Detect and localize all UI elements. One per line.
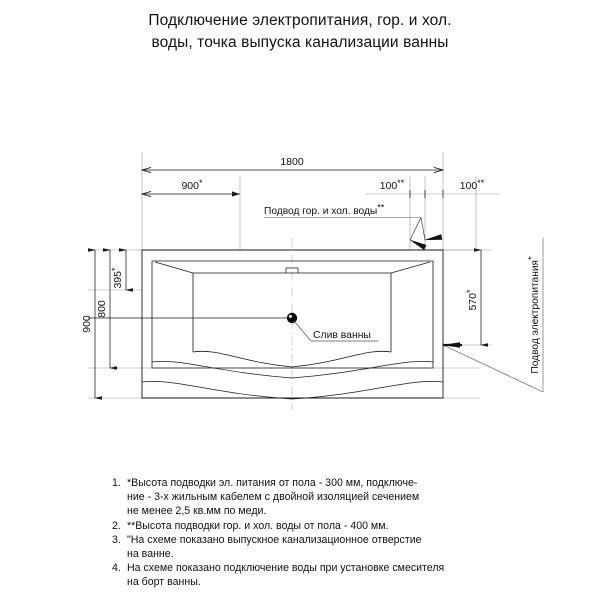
note-number: 1. — [112, 477, 121, 489]
note-continuation: на ванне. — [127, 548, 174, 561]
dimension-left-width-mark: * — [199, 178, 203, 188]
water-supply-arrow-hot — [410, 218, 421, 241]
svg-text:Подвод электропитания* — [527, 256, 542, 374]
note-item — [112, 519, 512, 533]
drain-point-highlight — [289, 315, 292, 318]
dimension-top-offset-value: 395 — [112, 270, 124, 289]
dimension-left-width-value: 900 — [181, 180, 200, 192]
note-continuation: не менее 2,5 кв.мм по меди. — [127, 505, 267, 518]
notes-list — [112, 476, 512, 590]
note-text: *Высота подводки эл. питания от пола - 300 мм, подключе- — [127, 477, 418, 489]
note-continuation: ние - 3-х жильным кабелем с двойной изоляцией сечением — [127, 491, 420, 504]
water-supply-arrow-cold — [421, 218, 425, 241]
dimension-mid-width-value: 100 — [379, 180, 398, 192]
dimension-top-offset-mark: * — [110, 267, 120, 271]
drain-label: Слив ванны — [313, 330, 371, 341]
water-supply-callout — [264, 203, 425, 241]
dimension-overall-width — [142, 156, 443, 170]
dimension-mid-width-mark: ** — [397, 178, 405, 188]
svg-text:570* — [465, 289, 479, 311]
dimension-right-height-mark: * — [465, 289, 475, 293]
dimension-overall-height-value: 900 — [81, 315, 93, 333]
power-supply-callout — [443, 238, 543, 392]
dimension-right-height-value: 570 — [467, 292, 479, 311]
bathtub-outer-frame — [142, 250, 443, 398]
note-continuation: на борт ванны. — [127, 576, 201, 589]
svg-text:900* — [181, 178, 203, 192]
water-supply-label: Подвод гор. и хол. воды — [264, 206, 378, 217]
page-title-line-1: Подключение электропитания, гор. и хол. — [148, 12, 452, 29]
dimension-right-height — [465, 250, 481, 345]
note-number: 3. — [112, 533, 121, 546]
dimension-right-width-mark: ** — [477, 178, 485, 188]
extension-lines — [88, 152, 492, 398]
note-number: 4. — [112, 562, 121, 575]
power-supply-mark: * — [526, 256, 537, 260]
dimension-inner-height — [96, 250, 110, 368]
dimension-mid-width — [365, 178, 443, 198]
dimension-overall-width-value: 1800 — [280, 156, 304, 168]
note-item — [112, 476, 512, 490]
note-item — [112, 533, 512, 547]
svg-text:100** — [460, 178, 485, 192]
dimension-right-width — [443, 178, 500, 194]
drain-callout — [88, 313, 378, 341]
page-title-line-2: воды, точка выпуска канализации ванны — [151, 34, 449, 51]
dimension-overall-height — [81, 250, 95, 398]
note-text: **Высота подводки гор. и хол. воды от пола - 400 мм. — [127, 519, 389, 532]
svg-text:395* — [110, 267, 124, 289]
note-item — [112, 561, 512, 575]
svg-text:100** — [380, 178, 405, 192]
dimension-left-width — [142, 178, 240, 194]
power-supply-label: Подвод электропитания — [530, 259, 541, 374]
svg-text:Подвод гор. и хол. воды** — [264, 203, 385, 218]
drain-point-icon — [287, 313, 297, 323]
water-supply-mark: ** — [377, 202, 385, 213]
note-text: На схеме показано подключение воды при установке смесителя — [127, 562, 445, 575]
dimension-right-width-value: 100 — [459, 180, 478, 192]
dimension-inner-height-value: 800 — [96, 300, 108, 318]
note-text: "На схеме показано выпускное канализационное отверстие — [127, 533, 422, 546]
note-number: 2. — [112, 519, 121, 532]
dimension-top-offset — [110, 250, 126, 290]
